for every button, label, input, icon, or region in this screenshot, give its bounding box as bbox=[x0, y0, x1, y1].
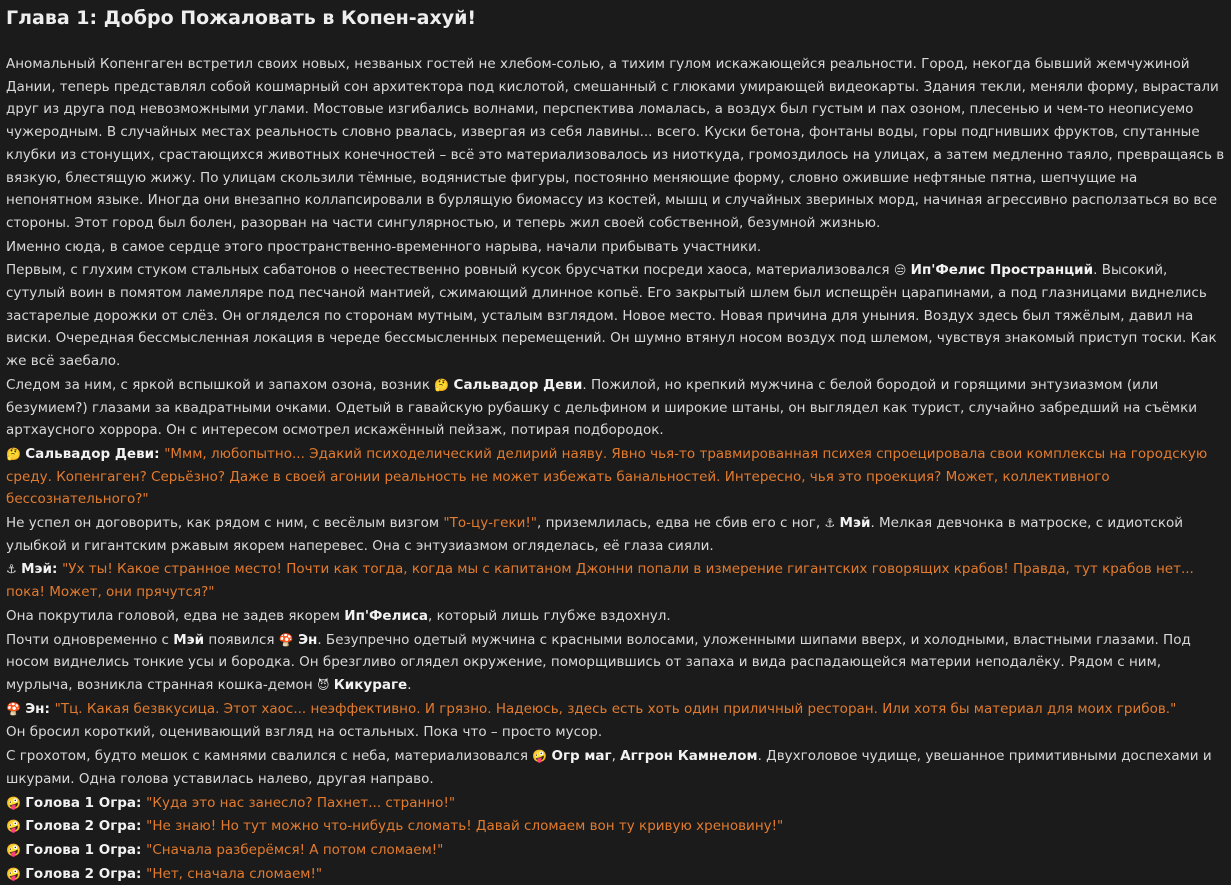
character-name: Огр маг bbox=[551, 748, 612, 765]
paragraph-dali: Следом за ним, с яркой вспышкой и запахом озона, возник 🤔 Сальвадор Деви. Пожилой, но крепкий мужчина с белой бородой и горящими энтузиазмом (или безумием?) глазами за квадратными очками. Одетый в гавайскую рубашку с дельфином и широкие штаны, он выглядел как турист, случайно забредший на съёмки артхаусного хоррора. Он с интересом осмотрел искажённый пейзаж, потирая подбородок. bbox=[6, 376, 1198, 439]
paragraph-en-glance: Он бросил короткий, оценивающий взгляд на остальных. Пока что – просто мусор. bbox=[6, 724, 603, 741]
paragraph-mei-turn: Она покрутила головой, едва не задев якорем Ип'Фелиса, который лишь глубже вздохнул. bbox=[6, 607, 671, 624]
zany-face-icon: 🤪 bbox=[6, 795, 21, 810]
speaker-name: Голова 2 Огра bbox=[25, 865, 137, 882]
speaker-name: Эн bbox=[25, 700, 45, 717]
zany-face-icon: 🤪 bbox=[6, 866, 21, 881]
devil-face-icon: 😈 bbox=[316, 677, 330, 692]
thinking-face-icon: 🤔 bbox=[6, 446, 21, 461]
speaker-name: Голова 2 Огра bbox=[25, 818, 137, 835]
character-name: Ип'Фелис Пространций bbox=[910, 262, 1094, 279]
paragraph-ipfelis: Первым, с глухим стуком стальных сабатонов о неестественно ровный кусок брусчатки посреди хаоса, материализовался 😒 Ип'Фелис Пространций. Высокий, сутулый воин в помятом ламелляре под песчаной мантией, сжимающий длинное копьё. Его закрытый шлем был испещрён царапинами, а под глазницами виднелись застарелые дорожки от слёз. Он огляделся по сторонам мутным, усталым взглядом. Новое место. Новая причина для уныния. Воздух здесь был тяжёлым, давил на виски. Очередная бессмысленная локация в череде бессмысленных перемещений. Он шумно втянул носом воздух под шлемом, чувствуя знакомый приступ тоски. Как же всё заебало. bbox=[6, 262, 1217, 370]
dialogue-quote: "Не знаю! Но тут можно что-нибудь сломать! Давай сломаем вон ту кривую хреновину!" bbox=[146, 818, 784, 835]
thinking-face-icon: 🤔 bbox=[434, 377, 450, 392]
mushroom-icon: 🍄 bbox=[278, 632, 294, 647]
mushroom-icon: 🍄 bbox=[6, 701, 21, 716]
dialogue-en: 🍄 Эн: "Тц. Какая безвкусица. Этот хаос... неэффективно. И грязно. Надеюсь, здесь есть хоть один приличный ресторан. Или хотя бы материал для моих грибов." bbox=[6, 700, 1177, 717]
dialogue-quote: "Сначала разберёмся! А потом сломаем!" bbox=[146, 841, 444, 858]
speaker-name: Голова 1 Огра bbox=[25, 794, 137, 811]
dialogue-ogre-head-1: 🤪 Голова 1 Огра: "Сначала разберёмся! А потом сломаем!" bbox=[6, 841, 444, 858]
speaker-name: Мэй bbox=[21, 561, 52, 578]
dialogue-ogre-head-2: 🤪 Голова 2 Огра: "Нет, сначала сломаем!" bbox=[6, 865, 323, 882]
dialogue-quote: "Тц. Какая безвкусица. Этот хаос... неэффективно. И грязно. Надеюсь, здесь есть хоть один приличный ресторан. Или хотя бы материал для моих грибов." bbox=[54, 700, 1177, 717]
character-name: Аггрон Камнелом bbox=[620, 748, 758, 765]
character-name: Кикураге bbox=[333, 676, 408, 693]
anchor-icon: ⚓ bbox=[824, 516, 836, 531]
dialogue-ogre-head-2: 🤪 Голова 2 Огра: "Не знаю! Но тут можно что-нибудь сломать! Давай сломаем вон ту кривую хреновину!" bbox=[6, 818, 784, 835]
speaker-name: Сальвадор Деви bbox=[25, 445, 155, 462]
paragraph-ogre: С грохотом, будто мешок с камнями свалился с неба, материализовался 🤪 Огр маг, Аггрон Камнелом. Двухголовое чудище, увешанное примитивными доспехами и шкурами. Одна голова уставилась налево, другая направо. bbox=[6, 748, 1212, 787]
zany-face-icon: 🤪 bbox=[6, 819, 21, 834]
dialogue-mei: ⚓ Мэй: "Ух ты! Какое странное место! Почти как тогда, когда мы с капитаном Джонни попали в измерение гигантских говорящих крабов! Правда, тут крабов нет... пока! Может, они прячутся?" bbox=[6, 561, 1194, 601]
zany-face-icon: 🤪 bbox=[6, 842, 21, 857]
paragraph-intro: Аномальный Копенгаген встретил своих новых, незваных гостей не хлебом-солью, а тихим гулом искажающейся реальности. Город, некогда бывший жемчужиной Дании, теперь представлял собой кошмарный сон архитектора под кислотой, смешанный с глюками умирающей видеокарты. Здания текли, меняли форму, вырастали друг из друга под невозможными углами. Мостовые изгибались волнами, перспектива ломалась, а воздух был густым и пах озоном, плесенью и чем-то неописуемо чужеродным. В случайных местах реальность словно рвалась, извергая из себя лавины... всего. Куски бетона, фонтаны воды, горы подгнивших фруктов, спутанные клубки из стонущих, срастающихся животных конечностей – всё это материализовалось из ниоткуда, громоздилось на улицах, а затем медленно таяло, превращаясь в вязкую, блестящую жижу. По улицам скользили тёмные, водянистые фигуры, постоянно меняющие форму, словно ожившие нефтяные пятна, шепчущие на непонятном языке. Иногда они внезапно коллапсировали в бурлящую биомассу из костей, мышц и случайных звериных морд, начиная агрессивно расползаться во все стороны. Этот город был болен, разорван на части сингулярностью, и теперь жил своей собственной, безумной жизнью. bbox=[6, 56, 1225, 231]
character-name: Эн bbox=[298, 631, 318, 648]
anchor-icon: ⚓ bbox=[6, 562, 17, 577]
unamused-face-icon: 😒 bbox=[893, 263, 907, 278]
dialogue-quote: "Ух ты! Какое странное место! Почти как тогда, когда мы с капитаном Джонни попали в измерение гигантских говорящих крабов! Правда, тут крабов нет... пока! Может, они прячутся?" bbox=[6, 561, 1194, 601]
character-name: Мэй bbox=[173, 631, 205, 648]
dialogue-quote: "Ммм, любопытно... Эдакий психоделический делирий наяву. Явно чья-то травмированная психея спроецировала свои комплексы на городскую среду. Копенгаген? Серьёзно? Даже в своей агонии реальность не может избежать банальностей. Интересно, чья это проекция? Может, коллективного бессознательного?" bbox=[6, 445, 1208, 508]
paragraph-en: Почти одновременно с Мэй появился 🍄 Эн. Безупречно одетый мужчина с красными волосами, уложенными шипами вверх, и холодными, властными глазами. Под носом виднелись тонкие усы и бородка. Он брезгливо оглядел окружение, поморщившись от запаха и вида распадающейся материи неподалёку. Рядом с ним, мурлыча, возникла странная кошка-демон 😈 Кикураге. bbox=[6, 631, 1191, 693]
chapter-title: Глава 1: Добро Пожаловать в Копен-ахуй! bbox=[6, 7, 477, 29]
dialogue-quote: "Куда это нас занесло? Пахнет... странно!" bbox=[146, 794, 456, 811]
paragraph-mei: Не успел он договорить, как рядом с ним, с весёлым визгом "То-цу-геки!", приземлилась, едва не сбив его с ног, ⚓ Мэй. Мелкая девчонка в матроске, с идиотской улыбкой и гигантским ржавым якорем наперевес. Она с энтузиазмом огляделась, её глаза сияли. bbox=[6, 515, 1184, 554]
zany-face-icon: 🤪 bbox=[532, 749, 548, 764]
dialogue-quote: "Нет, сначала сломаем!" bbox=[146, 865, 323, 882]
dialogue-ogre-head-1: 🤪 Голова 1 Огра: "Куда это нас занесло? Пахнет... странно!" bbox=[6, 794, 456, 811]
character-name: Мэй bbox=[839, 515, 871, 532]
inline-quote: "То-цу-геки!" bbox=[443, 515, 538, 532]
speaker-name: Голова 1 Огра bbox=[25, 841, 137, 858]
character-name: Ип'Фелиса bbox=[344, 607, 429, 624]
dialogue-dali: 🤔 Сальвадор Деви: "Ммм, любопытно... Эдакий психоделический делирий наяву. Явно чья-то травмированная психея спроецировала свои комплексы на городскую среду. Копенгаген? Серьёзно? Даже в своей агонии реальность не может избежать банальностей. Интересно, чья это проекция? Может, коллективного бессознательного?" bbox=[6, 445, 1208, 508]
paragraph-arrival: Именно сюда, в самое сердце этого пространственно-временного нарыва, начали прибывать участники. bbox=[6, 238, 762, 255]
character-name: Сальвадор Деви bbox=[453, 376, 583, 393]
